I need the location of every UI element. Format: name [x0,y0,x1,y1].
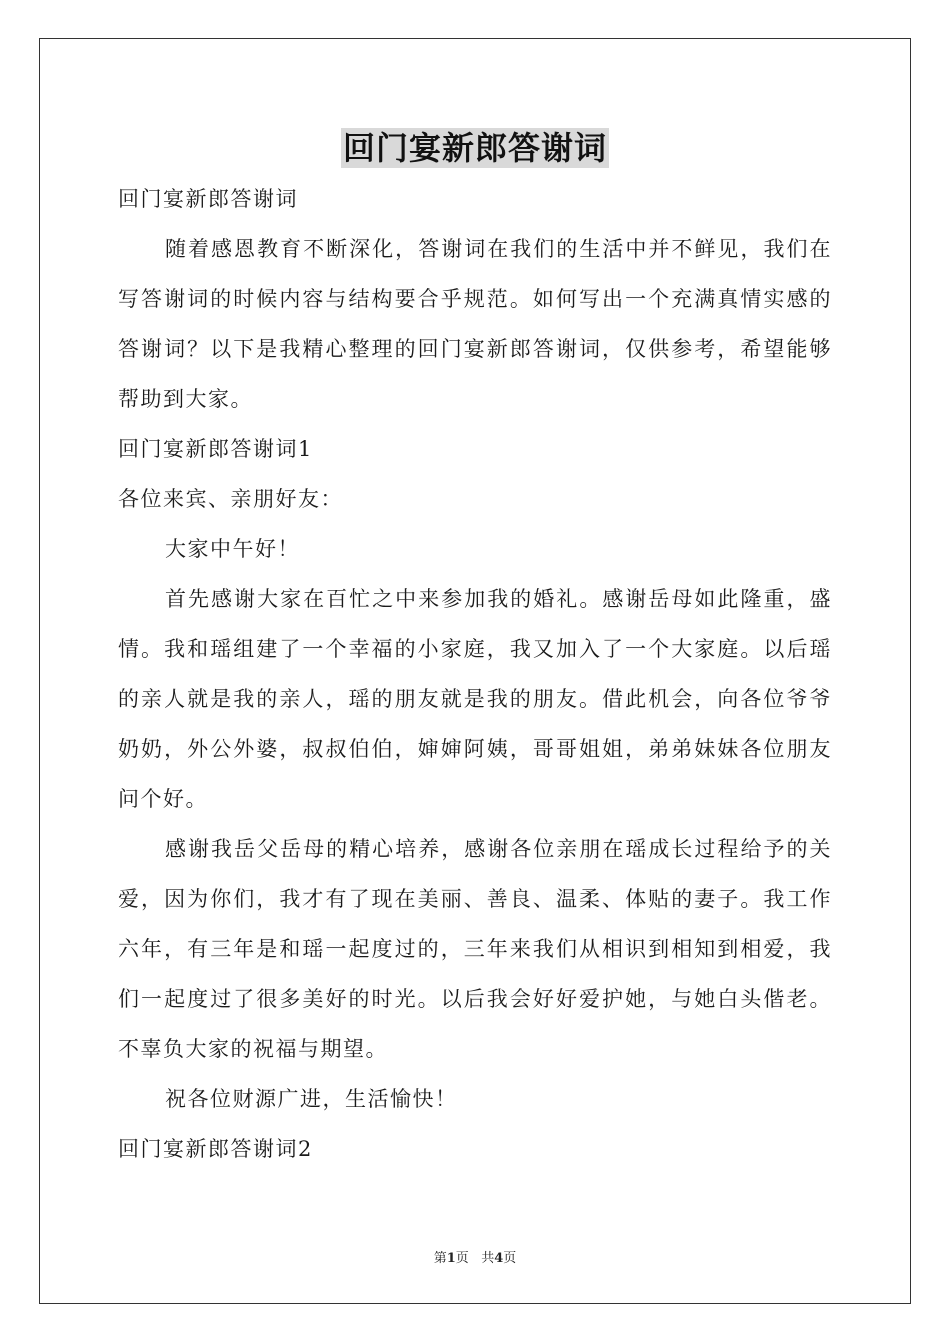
footer-total-prefix: 共 [481,1251,495,1266]
title-wrap [0,128,950,168]
paragraph-wishes: 祝各位财源广进，生活愉快！ [165,1087,458,1111]
paragraph-thanks-parents: 感谢我岳父岳母的精心培养，感谢各位亲朋在瑶成长过程给予的关爱，因为你们，我才有了现在美丽、善良、温柔、体贴的妻子。我工作六年，有三年是和瑶一起度过的，三年来我们从相识到相知到相爱，我们一起度过了很多美好的时光。以后我会好好爱护她，与她白头偕老。不辜负大家的祝福与期望。 [118,837,832,1061]
footer-page-number: 1 [446,1251,456,1266]
footer-page-suffix: 页 [455,1251,469,1266]
footer-total-pages: 4 [494,1251,504,1266]
paragraph-subtitle: 回门宴新郎答谢词 [118,187,298,211]
page-footer [0,1247,950,1266]
paragraph-greeting: 大家中午好！ [165,537,300,561]
paragraph-thanks-guests: 首先感谢大家在百忙之中来参加我的婚礼。感谢岳母如此隆重，盛情。我和瑶组建了一个幸福的小家庭，我又加入了一个大家庭。以后瑶的亲人就是我的亲人，瑶的朋友就是我的朋友。借此机会，向各位爷爷奶奶，外公外婆，叔叔伯伯，婶婶阿姨，哥哥姐姐，弟弟妹妹各位朋友问个好。 [118,587,832,811]
footer-page-prefix: 第 [433,1251,447,1266]
paragraph-salutation: 各位来宾、亲朋好友： [118,487,343,511]
document-title: 回门宴新郎答谢词 [342,129,607,167]
paragraph-intro: 随着感恩教育不断深化，答谢词在我们的生活中并不鲜见，我们在写答谢词的时候内容与结构要合乎规范。如何写出一个充满真情实感的答谢词？以下是我精心整理的回门宴新郎答谢词，仅供参考，希望能够帮助到大家。 [118,237,832,411]
section-heading-2: 回门宴新郎答谢词2 [118,1137,313,1161]
document-body [118,174,832,1174]
footer-total-suffix: 页 [503,1251,517,1266]
section-heading-1: 回门宴新郎答谢词1 [118,437,313,461]
